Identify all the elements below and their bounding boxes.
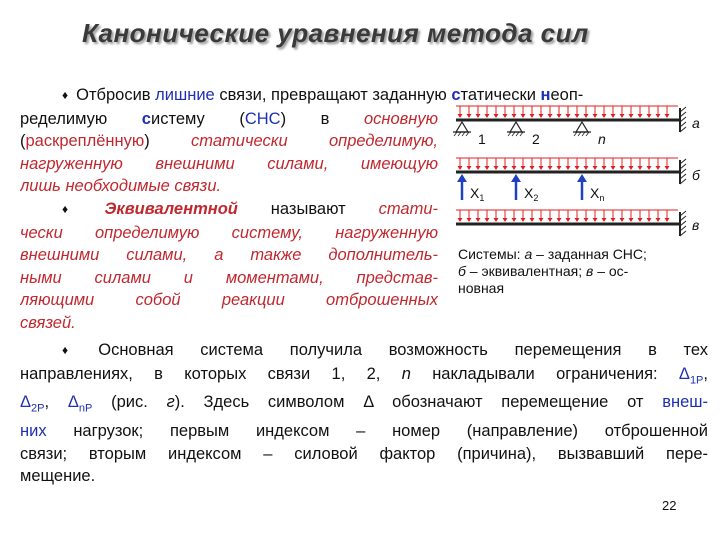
distributed-load — [456, 210, 678, 222]
distributed-load — [456, 158, 678, 170]
load-arrowhead — [539, 114, 544, 118]
load-arrowhead — [503, 114, 508, 118]
load-arrowhead — [530, 218, 535, 222]
load-arrowhead — [467, 218, 472, 222]
load-arrowhead — [512, 218, 517, 222]
label-a: а — [692, 115, 700, 131]
support-label-n: n — [598, 131, 606, 147]
force-label-x1: $X_1$ — [470, 185, 485, 203]
paragraph-1-line-2: ределимую систему (СНС) в основную — [20, 109, 438, 128]
load-arrowhead — [521, 114, 526, 118]
load-arrowhead — [494, 114, 499, 118]
force-label-xn: $X_n$ — [590, 185, 605, 203]
load-arrowhead — [548, 166, 553, 170]
pin-supports — [453, 122, 591, 136]
load-arrowhead — [665, 218, 670, 222]
load-arrowhead — [575, 218, 580, 222]
load-arrowhead — [557, 114, 562, 118]
load-arrowhead — [566, 114, 571, 118]
load-arrowhead — [548, 114, 553, 118]
load-arrowhead — [485, 218, 490, 222]
load-arrowhead — [584, 218, 589, 222]
beam-b — [456, 158, 701, 203]
load-arrowhead — [656, 218, 661, 222]
page-number: 22 — [662, 498, 677, 513]
slide-title: Канонические уравнения метода сил — [82, 18, 589, 48]
load-arrowhead — [593, 166, 598, 170]
load-arrowhead — [602, 166, 607, 170]
paragraph-3-line-5: связи; вторым индексом – силовой фактор (причина), вызвавший пере- — [20, 444, 708, 463]
paragraph-2 — [20, 198, 438, 334]
beam-c — [456, 210, 699, 236]
load-arrowhead — [629, 218, 634, 222]
load-arrowhead — [476, 166, 481, 170]
load-arrowhead — [476, 114, 481, 118]
load-arrowhead — [485, 114, 490, 118]
load-arrowhead — [494, 218, 499, 222]
distributed-load — [456, 106, 678, 118]
load-arrowhead — [521, 218, 526, 222]
load-arrowhead — [665, 114, 670, 118]
paragraph-3-line-1: ♦ Основная система получила возможность перемещения в тех — [62, 341, 708, 359]
load-arrowhead — [458, 166, 463, 170]
paragraph-1-line-1: ♦ Отбросив лишние связи, превращают заданную статически неоп- — [62, 86, 584, 104]
bullet-icon: ♦ — [62, 88, 69, 102]
load-arrowhead — [647, 166, 652, 170]
support-label-1: 1 — [478, 131, 486, 147]
force-label-x2: $X_2$ — [524, 185, 539, 203]
load-arrowhead — [638, 218, 643, 222]
load-arrowhead — [503, 218, 508, 222]
paragraph-1-line-4: нагруженную внешними силами, имеющую — [20, 154, 438, 173]
support-triangle — [576, 122, 588, 132]
paragraph-3-line-2: направлениях, в которых связи 1, 2, n накладывали ограничения: $\Delta_{1P}$, — [20, 364, 708, 386]
bullet-icon: ♦ — [62, 202, 97, 216]
bullet-icon: ♦ — [62, 343, 91, 357]
load-arrowhead — [512, 114, 517, 118]
load-arrowhead — [629, 114, 634, 118]
load-arrowhead — [467, 166, 472, 170]
load-arrowhead — [665, 166, 670, 170]
paragraph-1-line-3: (раскреплённую) статически определимую, — [20, 132, 438, 150]
load-arrowhead — [593, 218, 598, 222]
load-arrowhead — [593, 114, 598, 118]
load-arrowhead — [575, 114, 580, 118]
load-arrowhead — [620, 218, 625, 222]
load-arrowhead — [566, 218, 571, 222]
load-arrowhead — [458, 114, 463, 118]
paragraph-2-line-5: ляющими собой реакции отброшенных — [20, 291, 438, 309]
load-arrowhead — [539, 218, 544, 222]
paragraph-3 — [20, 339, 710, 488]
paragraph-2-line-1: ♦ Эквивалентной называют стати- — [62, 200, 438, 218]
load-arrowhead — [602, 218, 607, 222]
load-arrowhead — [584, 166, 589, 170]
paragraph-3-line-3: $\Delta_{2P}$, $\Delta_{nP}$ (рис. г). Здесь символом Δ обозначают перемещение от внеш- — [20, 393, 708, 415]
paragraph-2-line-3: внешними силами, а также дополнитель- — [20, 246, 438, 264]
load-arrowhead — [476, 218, 481, 222]
load-arrowhead — [647, 114, 652, 118]
paragraph-2-line-4: ными силами и моментами, представ- — [20, 268, 438, 287]
load-arrowhead — [485, 166, 490, 170]
load-arrowhead — [530, 114, 535, 118]
load-arrowhead — [566, 166, 571, 170]
load-arrowhead — [656, 114, 661, 118]
support-triangle — [510, 122, 522, 132]
paragraph-2-line-2: чески определимую систему, нагруженную — [20, 223, 438, 242]
load-arrowhead — [530, 166, 535, 170]
load-arrowhead — [467, 114, 472, 118]
load-arrowhead — [638, 166, 643, 170]
load-arrowhead — [638, 114, 643, 118]
paragraph-1-line-5: лишь необходимые связи. — [20, 177, 222, 195]
load-arrowhead — [629, 166, 634, 170]
load-arrowhead — [620, 166, 625, 170]
load-arrowhead — [458, 218, 463, 222]
load-arrowhead — [557, 218, 562, 222]
load-arrowhead — [647, 218, 652, 222]
load-arrowhead — [611, 218, 616, 222]
label-b: б — [692, 167, 700, 183]
figure-caption: Системы: а – заданная СНС; б – эквивалентная; в – ос- новная — [458, 246, 647, 296]
load-arrowhead — [503, 166, 508, 170]
load-arrowhead — [584, 114, 589, 118]
load-arrowhead — [548, 218, 553, 222]
load-arrowhead — [602, 114, 607, 118]
support-label-2: 2 — [532, 131, 540, 147]
load-arrowhead — [611, 166, 616, 170]
label-c: в — [692, 217, 700, 233]
load-arrowhead — [494, 166, 499, 170]
support-triangle — [456, 122, 468, 132]
structure-figure — [448, 100, 710, 260]
load-arrowhead — [656, 166, 661, 170]
load-arrowhead — [557, 166, 562, 170]
load-arrowhead — [512, 166, 517, 170]
paragraph-2-line-6: связей. — [20, 313, 76, 332]
load-arrowhead — [575, 166, 580, 170]
paragraph-3-line-6: мещение. — [20, 467, 96, 486]
load-arrowhead — [539, 166, 544, 170]
load-arrowhead — [620, 114, 625, 118]
load-arrowhead — [611, 114, 616, 118]
beam-a — [453, 106, 700, 147]
load-arrowhead — [521, 166, 526, 170]
paragraph-3-line-4: них нагрузок; первым индексом – номер (направление) отброшенной — [20, 422, 708, 441]
beam-diagram — [448, 100, 710, 260]
